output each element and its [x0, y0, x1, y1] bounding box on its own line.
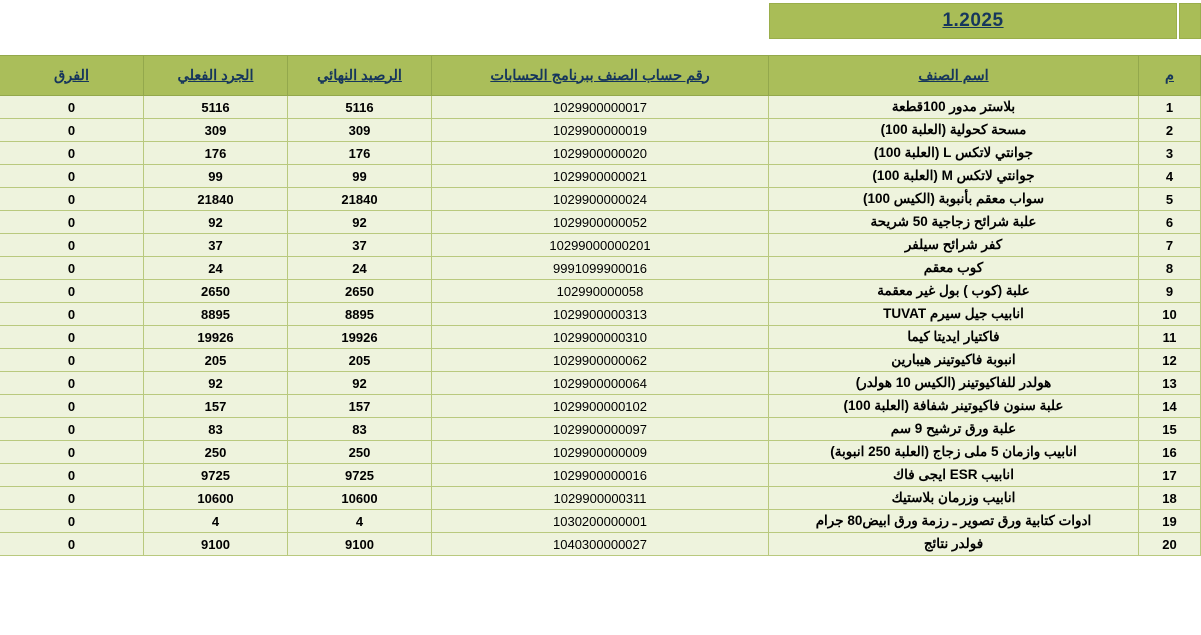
cell-difference: 0: [0, 303, 144, 326]
title-tab-accent: [1179, 3, 1201, 39]
cell-item-name: كوب معقم: [769, 257, 1139, 280]
header-num: م: [1139, 56, 1201, 96]
table-row: [0, 326, 1201, 349]
cell-item-name: ادوات كتابية ورق تصوير ـ رزمة ورق ابيض80 جرام: [769, 510, 1139, 533]
table-row: [0, 234, 1201, 257]
table-row: [0, 303, 1201, 326]
header-difference: الفرق: [0, 56, 144, 96]
cell-item-name: علبة شرائح زجاجية 50 شريحة: [769, 211, 1139, 234]
cell-actual-count: 2650: [144, 280, 288, 303]
cell-difference: 0: [0, 372, 144, 395]
cell-actual-count: 9725: [144, 464, 288, 487]
cell-num: 19: [1139, 510, 1201, 533]
cell-item-name: فولدر نتائج: [769, 533, 1139, 556]
cell-difference: 0: [0, 165, 144, 188]
cell-final-balance: 2650: [288, 280, 432, 303]
cell-item-name: انبوبة فاكيوتينر هيبارين: [769, 349, 1139, 372]
cell-difference: 0: [0, 188, 144, 211]
cell-account-code: 1029900000016: [432, 464, 769, 487]
cell-num: 4: [1139, 165, 1201, 188]
cell-account-code: 1029900000017: [432, 96, 769, 119]
cell-actual-count: 250: [144, 441, 288, 464]
cell-num: 6: [1139, 211, 1201, 234]
header-final-balance: الرصيد النهائي: [288, 56, 432, 96]
cell-num: 2: [1139, 119, 1201, 142]
cell-final-balance: 176: [288, 142, 432, 165]
cell-num: 16: [1139, 441, 1201, 464]
cell-num: 14: [1139, 395, 1201, 418]
cell-final-balance: 8895: [288, 303, 432, 326]
table-header: [0, 56, 1201, 96]
cell-final-balance: 37: [288, 234, 432, 257]
cell-difference: 0: [0, 510, 144, 533]
cell-difference: 0: [0, 533, 144, 556]
cell-num: 8: [1139, 257, 1201, 280]
cell-actual-count: 21840: [144, 188, 288, 211]
cell-account-code: 1029900000052: [432, 211, 769, 234]
table-header-row: [0, 56, 1201, 96]
table-row: [0, 418, 1201, 441]
cell-account-code: 1029900000019: [432, 119, 769, 142]
cell-item-name: كفر شرائح سيلفر: [769, 234, 1139, 257]
cell-actual-count: 157: [144, 395, 288, 418]
cell-final-balance: 205: [288, 349, 432, 372]
cell-difference: 0: [0, 464, 144, 487]
cell-final-balance: 92: [288, 211, 432, 234]
table-row: [0, 533, 1201, 556]
header-code: رقم حساب الصنف ببرنامج الحسابات: [432, 56, 769, 96]
cell-actual-count: 176: [144, 142, 288, 165]
cell-final-balance: 99: [288, 165, 432, 188]
table-row: [0, 441, 1201, 464]
cell-final-balance: 4: [288, 510, 432, 533]
cell-difference: 0: [0, 441, 144, 464]
cell-difference: 0: [0, 487, 144, 510]
cell-account-code: 1029900000062: [432, 349, 769, 372]
cell-num: 18: [1139, 487, 1201, 510]
table-row: [0, 487, 1201, 510]
table-row: [0, 119, 1201, 142]
cell-num: 12: [1139, 349, 1201, 372]
cell-account-code: 1029900000311: [432, 487, 769, 510]
cell-account-code: 1029900000310: [432, 326, 769, 349]
table-row: [0, 280, 1201, 303]
cell-account-code: 1029900000020: [432, 142, 769, 165]
cell-num: 10: [1139, 303, 1201, 326]
cell-final-balance: 309: [288, 119, 432, 142]
cell-final-balance: 157: [288, 395, 432, 418]
table-row: [0, 464, 1201, 487]
cell-actual-count: 24: [144, 257, 288, 280]
cell-actual-count: 37: [144, 234, 288, 257]
cell-account-code: 1029900000024: [432, 188, 769, 211]
cell-actual-count: 5116: [144, 96, 288, 119]
cell-item-name: جوانتي لاتكس M (العلبة 100): [769, 165, 1139, 188]
cell-num: 9: [1139, 280, 1201, 303]
cell-final-balance: 9725: [288, 464, 432, 487]
cell-num: 7: [1139, 234, 1201, 257]
table-row: [0, 165, 1201, 188]
cell-account-code: 1029900000097: [432, 418, 769, 441]
cell-difference: 0: [0, 349, 144, 372]
cell-actual-count: 83: [144, 418, 288, 441]
cell-item-name: علبة (كوب ) بول غير معقمة: [769, 280, 1139, 303]
cell-item-name: فاكتيار ايديتا كيما: [769, 326, 1139, 349]
cell-actual-count: 9100: [144, 533, 288, 556]
inventory-table: [0, 55, 1201, 556]
cell-actual-count: 205: [144, 349, 288, 372]
cell-difference: 0: [0, 96, 144, 119]
cell-item-name: بلاستر مدور 100قطعة: [769, 96, 1139, 119]
cell-num: 15: [1139, 418, 1201, 441]
cell-num: 11: [1139, 326, 1201, 349]
cell-num: 5: [1139, 188, 1201, 211]
cell-num: 17: [1139, 464, 1201, 487]
cell-final-balance: 21840: [288, 188, 432, 211]
cell-actual-count: 19926: [144, 326, 288, 349]
cell-account-code: 1040300000027: [432, 533, 769, 556]
cell-actual-count: 99: [144, 165, 288, 188]
cell-item-name: علبة سنون فاكيوتينر شفافة (العلبة 100): [769, 395, 1139, 418]
cell-final-balance: 5116: [288, 96, 432, 119]
cell-final-balance: 92: [288, 372, 432, 395]
cell-difference: 0: [0, 119, 144, 142]
cell-num: 13: [1139, 372, 1201, 395]
table-row: [0, 510, 1201, 533]
cell-difference: 0: [0, 395, 144, 418]
header-name: اسم الصنف: [769, 56, 1139, 96]
cell-account-code: 10299000000201: [432, 234, 769, 257]
cell-account-code: 9991099900016: [432, 257, 769, 280]
cell-num: 1: [1139, 96, 1201, 119]
cell-final-balance: 250: [288, 441, 432, 464]
table-row: [0, 142, 1201, 165]
table-row: [0, 96, 1201, 119]
cell-item-name: جوانتي لاتكس L (العلبة 100): [769, 142, 1139, 165]
cell-account-code: 1029900000009: [432, 441, 769, 464]
cell-difference: 0: [0, 211, 144, 234]
table-row: [0, 395, 1201, 418]
cell-item-name: انابيب جيل سيرم TUVAT: [769, 303, 1139, 326]
cell-actual-count: 10600: [144, 487, 288, 510]
cell-difference: 0: [0, 257, 144, 280]
cell-final-balance: 9100: [288, 533, 432, 556]
cell-actual-count: 92: [144, 372, 288, 395]
table-row: [0, 349, 1201, 372]
table-row: [0, 211, 1201, 234]
cell-item-name: هولدر للفاكيوتينر (الكيس 10 هولدر): [769, 372, 1139, 395]
cell-account-code: 1029900000313: [432, 303, 769, 326]
cell-difference: 0: [0, 280, 144, 303]
report-title: 1.2025: [942, 10, 1004, 31]
cell-actual-count: 309: [144, 119, 288, 142]
cell-final-balance: 10600: [288, 487, 432, 510]
cell-difference: 0: [0, 234, 144, 257]
cell-final-balance: 24: [288, 257, 432, 280]
cell-account-code: 1029900000102: [432, 395, 769, 418]
cell-actual-count: 8895: [144, 303, 288, 326]
cell-item-name: مسحة كحولية (العلبة 100): [769, 119, 1139, 142]
cell-account-code: 1029900000021: [432, 165, 769, 188]
cell-difference: 0: [0, 326, 144, 349]
report-title-box: [769, 3, 1177, 39]
table-row: [0, 257, 1201, 280]
header-actual-count: الجرد الفعلي: [144, 56, 288, 96]
table-body: [0, 96, 1201, 556]
cell-actual-count: 4: [144, 510, 288, 533]
cell-account-code: 1029900000064: [432, 372, 769, 395]
table-row: [0, 188, 1201, 211]
cell-num: 3: [1139, 142, 1201, 165]
cell-account-code: 1030200000001: [432, 510, 769, 533]
title-band: [0, 0, 1201, 42]
cell-final-balance: 83: [288, 418, 432, 441]
cell-num: 20: [1139, 533, 1201, 556]
cell-item-name: انابيب وزرمان بلاستيك: [769, 487, 1139, 510]
cell-final-balance: 19926: [288, 326, 432, 349]
cell-item-name: علبة ورق ترشيح 9 سم: [769, 418, 1139, 441]
cell-item-name: انابيب ESR ايجى فاك: [769, 464, 1139, 487]
cell-actual-count: 92: [144, 211, 288, 234]
table-row: [0, 372, 1201, 395]
cell-item-name: انابيب وازمان 5 ملى زجاج (العلبة 250 انبوبة): [769, 441, 1139, 464]
cell-item-name: سواب معقم بأنبوبة (الكيس 100): [769, 188, 1139, 211]
cell-difference: 0: [0, 418, 144, 441]
cell-account-code: 102990000058: [432, 280, 769, 303]
cell-difference: 0: [0, 142, 144, 165]
